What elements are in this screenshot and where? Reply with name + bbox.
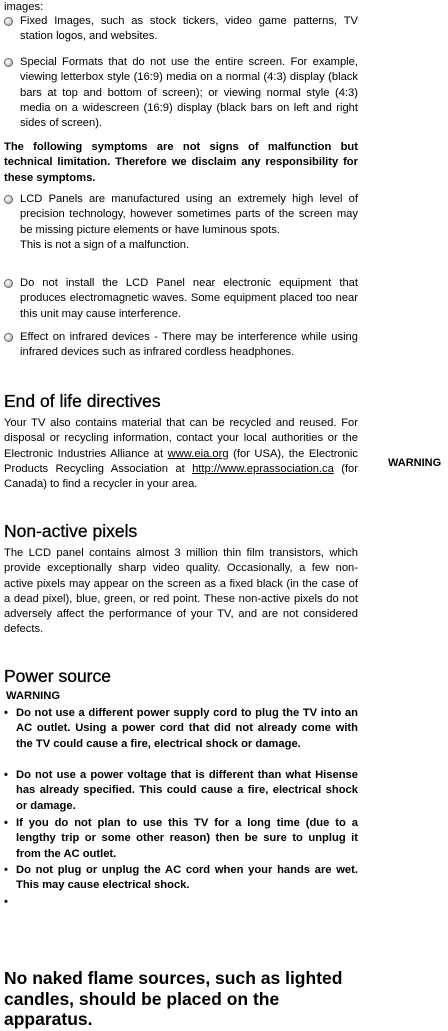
list-item-note: This is not a sign of a malfunction.	[20, 238, 190, 251]
paragraph-text: Your TV also contains material that can be recycled and reused. For disposal or recycling information, contact your local authorities or the Electronic Industries Alliance at	[4, 417, 358, 460]
list-item-text: Do not plug or unplug the AC cord when your hands are wet. This may cause electrical shock.	[16, 864, 358, 892]
side-warning-label: WARNING	[388, 457, 442, 469]
non-active-paragraph: The LCD panel contains almost 3 million thin film transistors, which provide exceptionally sharp video quality. Occasionally, a few non-active pixels may appear on the screen as a fixed black (in the case of a dead pixel), blue, green, or red point. These non-active pixels do not adversely affect the performance of your TV, and are not considered defects.	[4, 547, 358, 636]
bullet-icon: •	[4, 817, 8, 829]
epra-link[interactable]: http://www.eprassociation.ca	[192, 462, 334, 475]
bullet-icon	[4, 14, 20, 45]
bullet-icon	[4, 55, 20, 131]
list-item	[4, 14, 358, 45]
bullet-icon: •	[4, 769, 8, 781]
list-item-text: Do not use a power voltage that is different than what Hisense has already specified. This could cause a fire, electrical shock or damage.	[16, 769, 358, 812]
list-item	[4, 276, 358, 322]
section-heading-non-active-pixels: Non-active pixels	[4, 521, 138, 541]
end-of-life-paragraph	[4, 416, 358, 492]
disclaimer-text: The following symptoms are not signs of malfunction but technical limitation. Therefore we disclaim any responsibility for these symptoms.	[4, 141, 358, 184]
bullet-icon: •	[4, 896, 8, 908]
list-item	[4, 192, 358, 253]
list-item-text: Effect on infrared devices - There may be interference while using infrared devices such as infrared cordless headphones.	[20, 331, 358, 359]
list-item-text: Special Formats that do not use the entire screen. For example, viewing letterbox style (16:9) media on a normal (4:3) display (black bars at top and bottom of screen); or viewing normal style (4:3) media on a widescreen (16:9) display (black bars on left and right sides of screen).	[20, 56, 358, 130]
lead-text: images:	[4, 1, 44, 13]
list-item	[4, 895, 358, 910]
paragraph-text: (for Canada) to find a recycler in your area.	[4, 462, 358, 491]
bullet-icon: •	[4, 864, 8, 876]
list-item	[4, 768, 358, 814]
list-item	[4, 706, 358, 752]
bullet-icon: •	[4, 707, 8, 719]
flame-warning: No naked flame sources, such as lighted candles, should be placed on the apparatus.	[4, 968, 343, 1029]
bullet-icon	[4, 330, 20, 361]
list-item-text: Fixed Images, such as stock tickers, video game patterns, TV station logos, and websites.	[20, 15, 358, 43]
list-item-text: If you do not plan to use this TV for a long time (due to a lengthy trip or some other reason) then be sure to unplug it from the AC outlet.	[16, 817, 358, 860]
bullet-icon	[4, 276, 20, 322]
warning-label: WARNING	[6, 690, 61, 702]
list-item-text: LCD Panels are manufactured using an extremely high level of precision technology, however sometimes parts of the screen may be missing picture elements or have luminous spots.	[20, 193, 358, 236]
list-item	[4, 816, 358, 862]
list-item-text	[16, 895, 358, 910]
list-item-text: Do not install the LCD Panel near electronic equipment that produces electromagnetic waves. Some equipment placed too near this unit may cause interference.	[20, 277, 358, 320]
list-item-text: Do not use a different power supply cord to plug the TV into an AC outlet. Using a power cord that did not already come with the TV could cause a fire, electrical shock or damage.	[16, 707, 358, 750]
list-item	[4, 863, 358, 894]
section-heading-end-of-life: End of life directives	[4, 391, 161, 411]
paragraph-text: (for USA), the Electronic Products Recycling Association at	[4, 447, 358, 475]
eia-link[interactable]: www.eia.org	[167, 447, 229, 460]
section-heading-power-source: Power source	[4, 666, 111, 686]
bullet-icon	[4, 192, 20, 253]
list-item	[4, 330, 358, 361]
list-item	[4, 55, 358, 131]
